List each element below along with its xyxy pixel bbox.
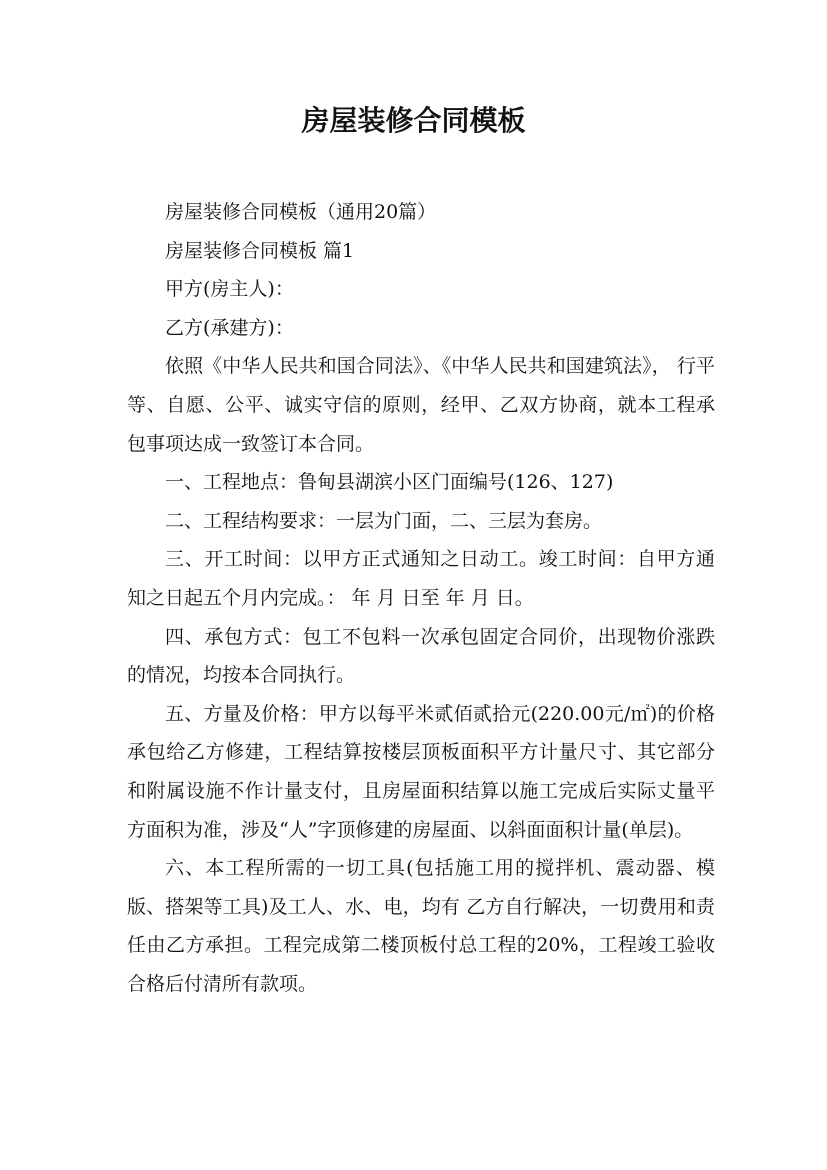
paragraph-clause-4: 四、承包方式：包工不包料一次承包固定合同价，出现物价涨跌的情况，均按本合同执行。 bbox=[127, 625, 715, 687]
paragraph-clause-1: 一、工程地点：鲁甸县湖滨小区门面编号(126、127) bbox=[165, 471, 614, 494]
paragraph-section-heading: 房屋装修合同模板 篇1 bbox=[165, 239, 355, 262]
paragraph-clause-5: 五、方量及价格：甲方以每平米贰佰贰拾元(220.00元/㎡)的价格承包给乙方修建，工程结算按楼层顶板面积平方计量尺寸、其它部分和附属设施不作计量支付，且房屋面积结算以施工完成后实际丈量平方面积为准，涉及“人”字顶修建的房屋面、以斜面面积计量(单层)。 bbox=[127, 702, 715, 841]
paragraph-party-b: 乙方(承建方)： bbox=[165, 316, 294, 339]
document-title: 房屋装修合同模板 bbox=[301, 104, 526, 137]
paragraph-party-a: 甲方(房主人)： bbox=[165, 278, 294, 301]
paragraph-clause-3: 三、开工时间：以甲方正式通知之日动工。竣工时间：自甲方通知之日起五个月内完成。： 年 月 日至 年 月 日。 bbox=[127, 548, 715, 609]
paragraph-clause-2: 二、工程结构要求：一层为门面，二、三层为套房。 bbox=[165, 509, 603, 532]
document-body bbox=[127, 193, 715, 1003]
paragraph-preamble: 依照《中华人民共和国合同法》、《中华人民共和国建筑法》， 行平等、自愿、公平、诚实守信的原则，经甲、乙双方协商，就本工程承包事项达成一致签订本合同。 bbox=[127, 355, 715, 455]
paragraph-clause-6: 六、本工程所需的一切工具(包括施工用的搅拌机、震动器、模版、搭架等工具)及工人、水、电，均有 乙方自行解决，一切费用和责任由乙方承担。工程完成第二楼顶板付总工程的20%，工程竣工验收合格后付清所有款项。 bbox=[127, 857, 715, 995]
paragraph-collection-title: 房屋装修合同模板（通用20篇） bbox=[165, 201, 437, 223]
